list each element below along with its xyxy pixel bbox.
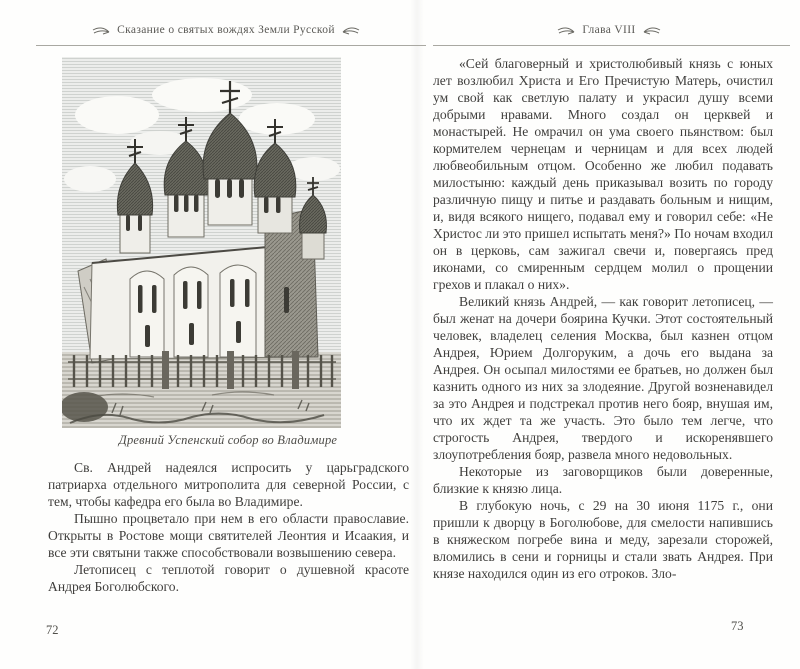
illustration-caption: Древний Успенский собор во Владимире [118,433,338,447]
body-paragraph: Св. Андрей надеялся испросить у царьградского патриарха отдельного митрополита для северной России, с тем, чтобы кафедра его была во Владимире. [48,460,409,509]
page-number-right: 73 [731,619,744,633]
running-header-right [433,24,785,36]
flourish-right-icon [342,26,360,35]
flourish-right-icon [643,26,661,35]
right-page-body [433,55,773,582]
page-gutter-shadow [410,0,424,669]
running-header-left [40,24,412,36]
running-header-left-label: Сказание о святых вождях Земли Русской [117,24,335,36]
flourish-left-icon [557,26,575,35]
header-rule-left [36,45,426,46]
body-paragraph: В глубокую ночь, с 29 на 30 июня 1175 г., они пришли к дворцу в Боголюбове, для смелости напившись в княжеском погребе вина и меду, зарезали сторожей, вломились в сени и горницы и стали звать Андрея. При князе находился один из его отроков. Зло- [433,498,773,581]
flourish-left-icon [92,26,110,35]
page-number-left: 72 [46,623,59,637]
body-paragraph: Пышно процветало при нем в его области православие. Открыты в Ростове мощи святителей Леонтия и Исаакия, и все эти святыни также способствовали возвышению севера. [48,511,409,560]
running-header-right-label: Глава VIII [582,24,636,36]
cathedral-engraving [62,57,341,428]
body-paragraph: Некоторые из заговорщиков были доверенные, близкие к князю лица. [433,464,773,496]
left-page-body [48,459,409,595]
body-paragraph: «Сей благоверный и христолюбивый князь с юных лет возлюбил Христа и Его Пречистую Матерь, очистил ум свой как светлую палату и украсил душу всеми добрыми нравами. Много создал он церквей и монастырей. Не омрачил он ума своего пьянством: был кормителем чернецам и черницам и для всех людей любвеобильным отцом. Особенно же любил подавать милостыню: каждый день приказывал возить по городу различную пищу и питье и раздавать больным и нищим, и, видя всякого нищего, подавал ему и говорил себе: «Не Христос ли это пришел испытать меня?» По ночам входил он в церковь, сам зажигал свечи и, повергаясь пред иконами, со смиренным сердцем молил о прощении грехов и плакал о них». [433,56,773,292]
header-rule-right [433,45,790,46]
cathedral-engraving-drawing [62,57,341,428]
body-paragraph: Летописец с теплотой говорит о душевной красоте Андрея Боголюбского. [48,562,409,594]
body-paragraph: Великий князь Андрей, — как говорит летописец, — был женат на дочери боярина Кучки. Этот состоятельный человек, владелец селения Москва, был казнен отцом Андрея, Юрием Долгоруким, а дочь его выдана за Андрея. Он осыпал милостями ее братьев, но должен был казнить одного из них за злодеяние. Другой возненавидел за это Андрея и подстрекал против него бояр, внушая им, что их ждет та же участь. Это было тем легче, что строгость Андрея, твердого и искоренявшего злоупотребления бояр, развела много недовольных. [433,294,773,462]
